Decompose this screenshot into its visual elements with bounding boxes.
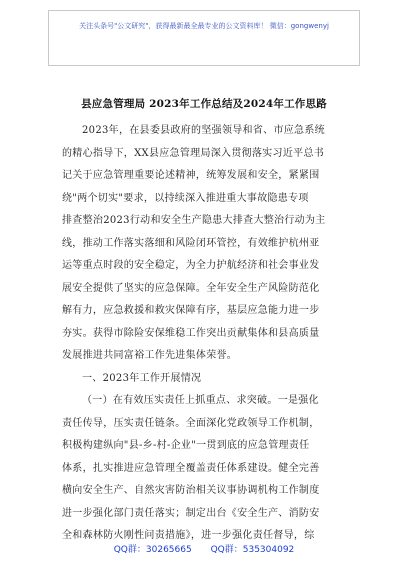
document-body xyxy=(62,120,346,548)
banner-text: 关注头条号"公文研究"，获得最新最全最专业的公文资料库！ 微信：gongwenyj xyxy=(79,22,329,30)
header-banner xyxy=(48,10,360,66)
document-title: 县应急管理局 2023年工作总结及2024年工作思路 xyxy=(81,98,327,110)
paragraph-line: 运等重点时段的安全稳定，为全力护航经济和社会事业发 xyxy=(62,260,320,271)
paragraph-line: 的精心指导下，XX县应急管理局深入贯彻落实习近平总书 xyxy=(62,147,325,159)
paragraph-line: 排查整治2023行动和安全生产隐患大排查大整治行动为主 xyxy=(62,215,326,226)
qq-group-1: QQ群：30265665 xyxy=(113,545,192,555)
paragraph-line: 体系，扎实推进应急管理全覆盖责任体系建设。健全完善 xyxy=(62,462,320,474)
paragraph-line: 解有力，应急救援和救灾保障有序，基层应急能力进一步 xyxy=(62,305,320,316)
section-heading: 一、2023年工作开展情况 xyxy=(82,372,202,384)
paragraph-line: 绕"两个切实"要求，以持续深入推进重大事故隐患专项 xyxy=(62,192,309,204)
paragraph-line: 夯实。获得市除险安保维稳工作突出贡献集体和县高质量 xyxy=(62,327,320,339)
paragraph-line: （一）在有效压实责任上抓重点、求突破。一是强化 xyxy=(82,395,319,406)
footer-qq-groups xyxy=(0,542,408,555)
paragraph-line: 线，推动工作落实落细和风险闭环管控，有效维护杭州亚 xyxy=(62,237,320,249)
paragraph-line: 进一步强化部门责任落实；制定出台《安全生产、消防安 xyxy=(62,507,320,519)
qq-group-2: QQ群：535304092 xyxy=(210,545,295,555)
paragraph-line: 展安全提供了坚实的应急保障。全年安全生产风险防范化 xyxy=(62,282,320,294)
paragraph-line: 责任传导，压实责任链条。全面深化党政领导工作机制， xyxy=(62,417,320,429)
paragraph-line: 全和森林防火刚性问责措施》，进一步强化责任督导，综 xyxy=(62,530,315,541)
paragraph-line: 发展推进共同富裕工作先进集体荣誉。 xyxy=(62,350,238,361)
paragraph-line: 横向安全生产、自然灾害防治相关议事协调机构工作制度 xyxy=(62,485,320,496)
paragraph-line: 记关于应急管理重要论述精神，统筹发展和安全，紧紧围 xyxy=(62,170,320,181)
paragraph-line: 积极构建纵向"县-乡-村-企业"一贯到底的应急管理责任 xyxy=(62,440,310,451)
paragraph-line: 2023年，在县委县政府的坚强领导和省、市应急系统 xyxy=(82,125,325,136)
